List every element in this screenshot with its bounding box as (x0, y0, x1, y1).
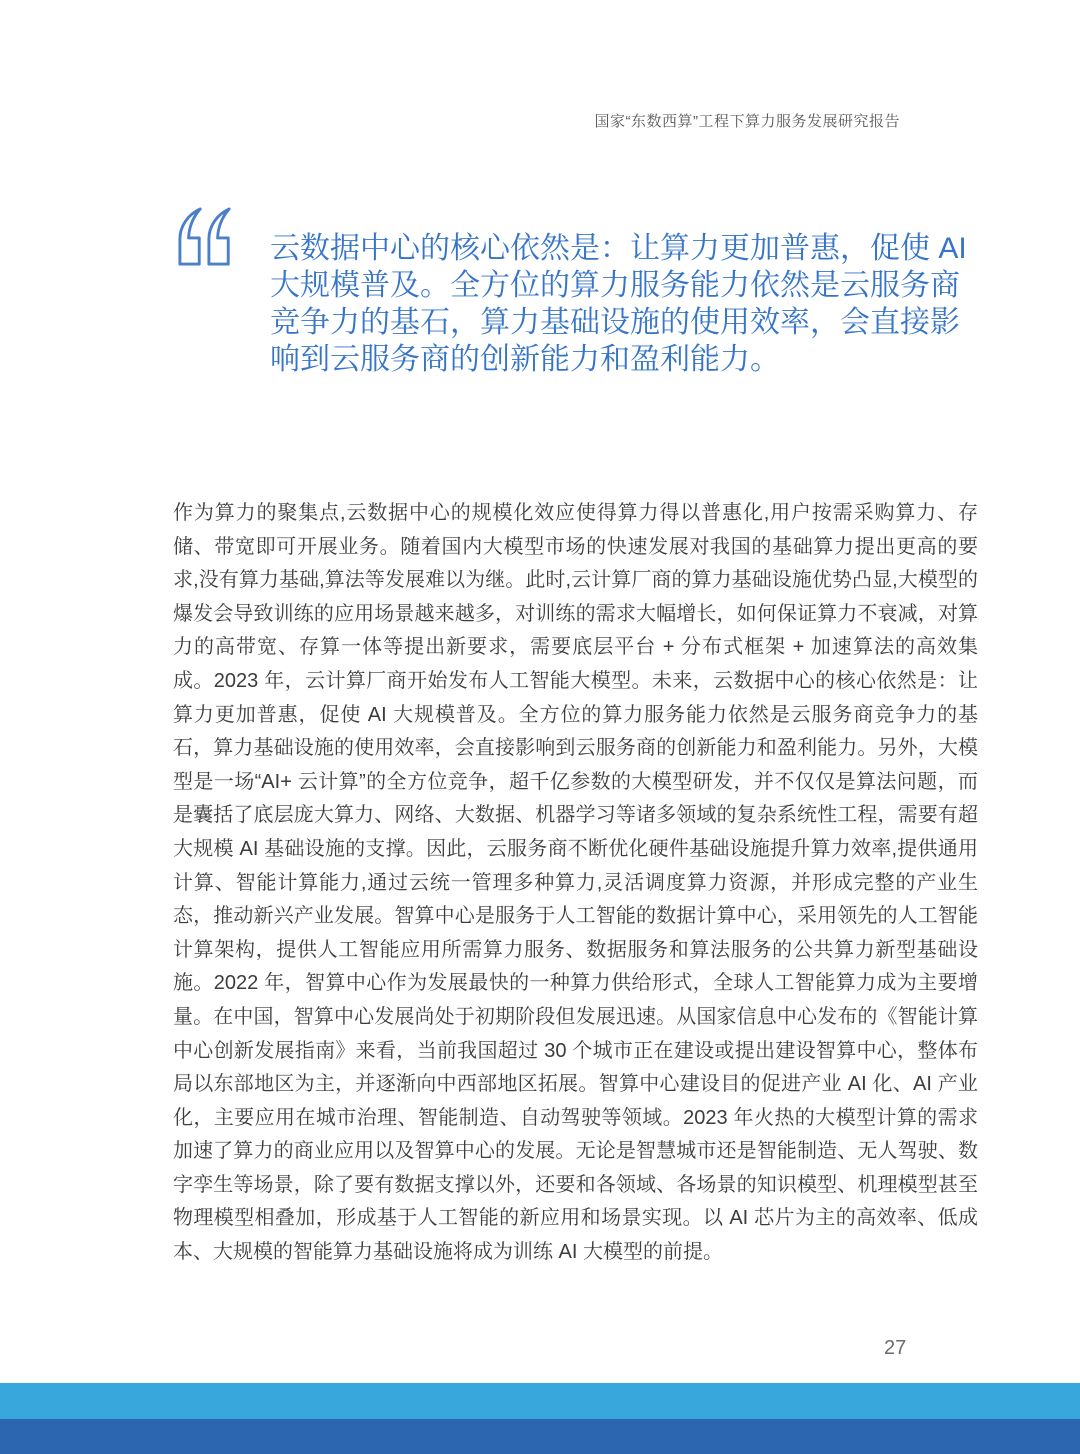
double-quote-icon (177, 206, 235, 268)
page-number: 27 (884, 1337, 907, 1359)
running-header-title: 国家“东数西算”工程下算力服务发展研究报告 (594, 113, 900, 130)
body-paragraph: 作为算力的聚集点,云数据中心的规模化效应使得算力得以普惠化,用户按需采购算力、存储、带宽即可开展业务。随着国内大模型市场的快速发展对我国的基础算力提出更高的要求,没有算力基础,算法等发展难以为继。此时,云计算厂商的算力基础设施优势凸显,大模型的爆发会导致训练的应用场景越来越多，对训练的需求大幅增长，如何保证算力不衰减，对算力的高带宽、存算一体等提出新要求，需要底层平台 + 分布式框架 + 加速算法的高效集成。2023 年，云计算厂商开始发布人工智能大模型。未来，云数据中心的核心依然是：让算力更加普惠，促使 AI 大规模普及。全方位的算力服务能力依然是云服务商竞争力的基石，算力基础设施的使用效率，会直接影响到云服务商的创新能力和盈利能力。另外，大模型是一场“AI+ 云计算”的全方位竞争，超千亿参数的大模型研发，并不仅仅是算法问题，而是囊括了底层庞大算力、网络、大数据、机器学习等诸多领域的复杂系统性工程，需要有超大规模 AI 基础设施的支撑。因此，云服务商不断优化硬件基础设施提升算力效率,提供通用计算、智能计算能力,通过云统一管理多种算力,灵活调度算力资源，并形成完整的产业生态，推动新兴产业发展。智算中心是服务于人工智能的数据计算中心，采用领先的人工智能计算架构，提供人工智能应用所需算力服务、数据服务和算法服务的公共算力新型基础设施。2022 年，智算中心作为发展最快的一种算力供给形式，全球人工智能算力成为主要增量。在中国，智算中心发展尚处于初期阶段但发展迅速。从国家信息中心发布的《智能计算中心创新发展指南》来看，当前我国超过 30 个城市正在建设或提出建设智算中心，整体布局以东部地区为主，并逐渐向中西部地区拓展。智算中心建设目的促进产业 AI 化、AI 产业化，主要应用在城市治理、智能制造、自动驾驶等领域。2023 年火热的大模型计算的需求加速了算力的商业应用以及智算中心的发展。无论是智慧城市还是智能制造、无人驾驶、数字孪生等场景，除了要有数据支撑以外，还要和各领域、各场景的知识模型、机理模型甚至物理模型相叠加，形成基于人工智能的新应用和场景实现。以 AI 芯片为主的高效率、低成本、大规模的智能算力基础设施将成为训练 AI 大模型的前提。 (173, 502, 978, 1264)
footer-light-bar (0, 1383, 1080, 1419)
footer-dark-bar (0, 1419, 1080, 1454)
pull-quote-text: 云数据中心的核心依然是：让算力更加普惠，促使 AI 大规模普及。全方位的算力服务能力依然是云服务商竞争力的基石，算力基础设施的使用效率，会直接影响到云服务商的创新能力和盈利能力。 (270, 232, 967, 376)
